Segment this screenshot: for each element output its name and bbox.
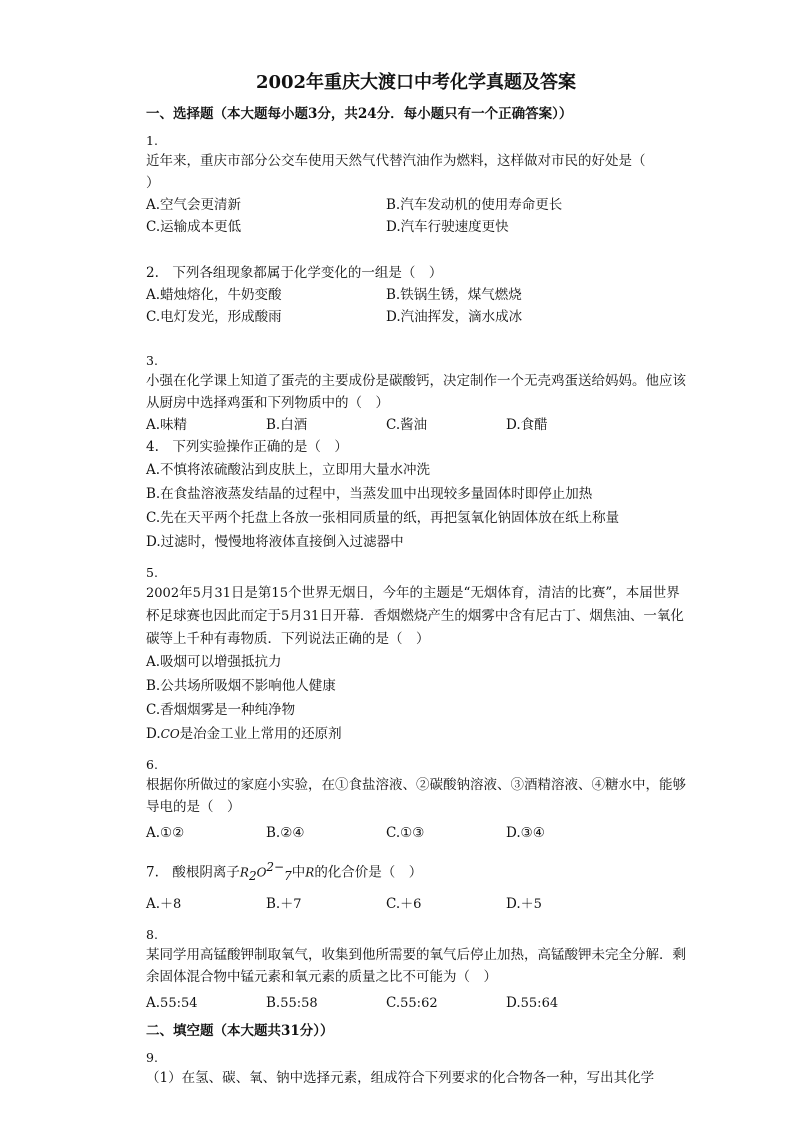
option-d: D.食醋	[506, 417, 548, 433]
question-number: 1.	[146, 133, 158, 148]
option-a: A.吸烟可以增强抵抗力	[146, 654, 282, 670]
question-5	[146, 564, 686, 746]
option-value: ＋7	[280, 897, 302, 913]
question-3	[146, 352, 686, 436]
option-text: 是冶金工业上常用的还原剂	[179, 726, 342, 742]
option-b	[266, 893, 386, 916]
stem-text: 月	[200, 585, 215, 601]
option-label: C.	[386, 995, 401, 1012]
option-a: A.不慎将浓硫酸沾到皮肤上，立即用大量水冲洗	[146, 462, 431, 478]
question-6	[146, 756, 686, 844]
question-4	[146, 436, 686, 554]
option-a	[146, 992, 266, 1015]
option-value: 55:58	[280, 996, 318, 1012]
option-label: D.	[146, 726, 161, 742]
option-b	[266, 992, 386, 1015]
option-value: ＋5	[520, 897, 542, 913]
option-c: C.香烟烟雾是一种纯净物	[146, 702, 296, 718]
stem-text: 7. 酸根阴离子	[146, 864, 240, 881]
option-label: B.	[266, 896, 281, 913]
month-value: 5	[192, 586, 201, 601]
question-number: 6.	[146, 757, 158, 772]
option-label: D.	[506, 896, 521, 913]
option-b: B.汽车发动机的使用寿命更长	[386, 197, 563, 213]
option-label: A.	[146, 896, 161, 913]
option-a	[146, 893, 266, 916]
option-d	[506, 992, 626, 1015]
question-stem: 2. 下列各组现象都属于化学变化的一组是（ ）	[146, 265, 443, 281]
option-label: D.	[506, 995, 521, 1012]
section-heading-choice: 一、选择题（本大题每小题3分，共24分．每小题只有一个正确答案））	[146, 106, 573, 122]
question-stem: 4. 下列实验操作正确的是（ ）	[146, 439, 348, 455]
stem-text: 个世界无烟日，今年的主题是“无烟体育，清洁的比赛”，本届世界杯足球赛也因此而定于	[146, 585, 680, 624]
page-title: 2002年重庆大渡口中考化学真题及答案	[255, 72, 577, 93]
option-c: C.①③	[386, 825, 425, 841]
question-9	[146, 1049, 686, 1089]
formula-subscript: 2	[248, 869, 257, 884]
formula-r: R	[305, 865, 315, 880]
option-c	[386, 893, 506, 916]
question-number: 9.	[146, 1050, 158, 1066]
formula-o: O	[256, 865, 267, 880]
question-stem	[146, 582, 686, 650]
option-c: C.运输成本更低	[146, 219, 242, 235]
stem-text: 的化合价是（ ）	[314, 864, 423, 881]
option-a: A.蜡烛熔化，牛奶变酸	[146, 287, 282, 303]
option-b: B.铁锅生锈，煤气燃烧	[386, 287, 522, 303]
option-c	[386, 992, 506, 1015]
document-page	[146, 62, 686, 1089]
section-heading-fill: 二、填空题（本大题共31分））	[146, 1023, 334, 1040]
question-number: 3.	[146, 353, 158, 368]
option-b: B.白酒	[266, 417, 308, 433]
question-1	[146, 132, 686, 238]
option-a: A.空气会更清新	[146, 197, 242, 213]
option-value: 55:64	[520, 996, 559, 1012]
question-stem: （1）在氢、碳、氧、钠中选择元素，组成符合下列要求的化合物各一种，写出其化学	[146, 1070, 655, 1087]
option-value: 55:54	[160, 996, 198, 1012]
stem-text: 月	[289, 608, 303, 624]
option-value: 55:62	[400, 996, 438, 1012]
stem-text: 日是第	[230, 585, 272, 601]
day-value: 31	[214, 586, 231, 601]
count-value: 15	[271, 586, 288, 601]
formula-charge: 2−	[266, 860, 285, 874]
question-7	[146, 856, 686, 916]
month-value: 5	[281, 609, 290, 624]
option-c: C.酱油	[386, 417, 428, 433]
option-d: D.过滤时，慢慢地将液体直接倒入过滤器中	[146, 534, 404, 550]
formula-co: CO	[160, 727, 180, 741]
option-value: ＋8	[160, 897, 182, 913]
option-c: C.电灯发光，形成酸雨	[146, 309, 282, 325]
question-2	[146, 262, 686, 328]
question-stem-cont: ）	[146, 175, 160, 191]
question-stem: 根据你所做过的家庭小实验，在①食盐溶液、②碳酸钠溶液、③酒精溶液、④糖水中，能够导电的是（ ）	[146, 777, 686, 815]
option-a: A.①②	[146, 825, 185, 841]
formula-subscript: 7	[284, 869, 292, 884]
question-stem: 某同学用高锰酸钾制取氧气，收集到他所需要的氧气后停止加热，高锰酸钾未完全分解．剩余固体混合物中锰元素和氧元素的质量之比不可能为（ ）	[146, 947, 686, 986]
option-c: C.先在天平两个托盘上各放一张相同质量的纸，再把氢氧化钠固体放在纸上称量	[146, 510, 620, 526]
option-d: D.③④	[506, 825, 545, 841]
stem-text: 年	[179, 585, 193, 601]
option-b: B.公共场所吸烟不影响他人健康	[146, 678, 336, 694]
year-value: 2002	[146, 586, 180, 601]
option-d	[146, 722, 686, 746]
option-value: ＋6	[400, 897, 422, 913]
stem-text: 日开幕．香烟燃烧产生的烟雾中含有尼古丁、烟焦油、一氧化碳等上千种有毒物质．下列说法正确的是（ ）	[146, 608, 684, 647]
day-value: 31	[302, 609, 320, 624]
option-d: D.汽油挥发，滴水成冰	[386, 309, 523, 325]
option-label: B.	[266, 995, 281, 1012]
question-number: 5.	[146, 565, 158, 580]
stem-text: 中	[291, 864, 306, 881]
question-stem: 小强在化学课上知道了蛋壳的主要成份是碳酸钙，决定制作一个无壳鸡蛋送给妈妈。他应该从厨房中选择鸡蛋和下列物质中的（ ）	[146, 373, 686, 411]
question-number: 8.	[146, 927, 158, 943]
option-label: C.	[386, 896, 401, 913]
option-d	[506, 893, 626, 916]
question-8	[146, 926, 686, 1015]
option-label: A.	[146, 995, 161, 1012]
question-stem: 近年来，重庆市部分公交车使用天然气代替汽油作为燃料，这样做对市民的好处是（	[146, 153, 646, 169]
formula-r: R	[239, 865, 249, 880]
option-a: A.味精	[146, 417, 188, 433]
option-b: B.②④	[266, 825, 305, 841]
option-d: D.汽车行驶速度更快	[386, 219, 509, 235]
option-b: B.在食盐溶液蒸发结晶的过程中，当蒸发皿中出现较多量固体时即停止加热	[146, 486, 593, 502]
question-stem	[146, 856, 686, 887]
